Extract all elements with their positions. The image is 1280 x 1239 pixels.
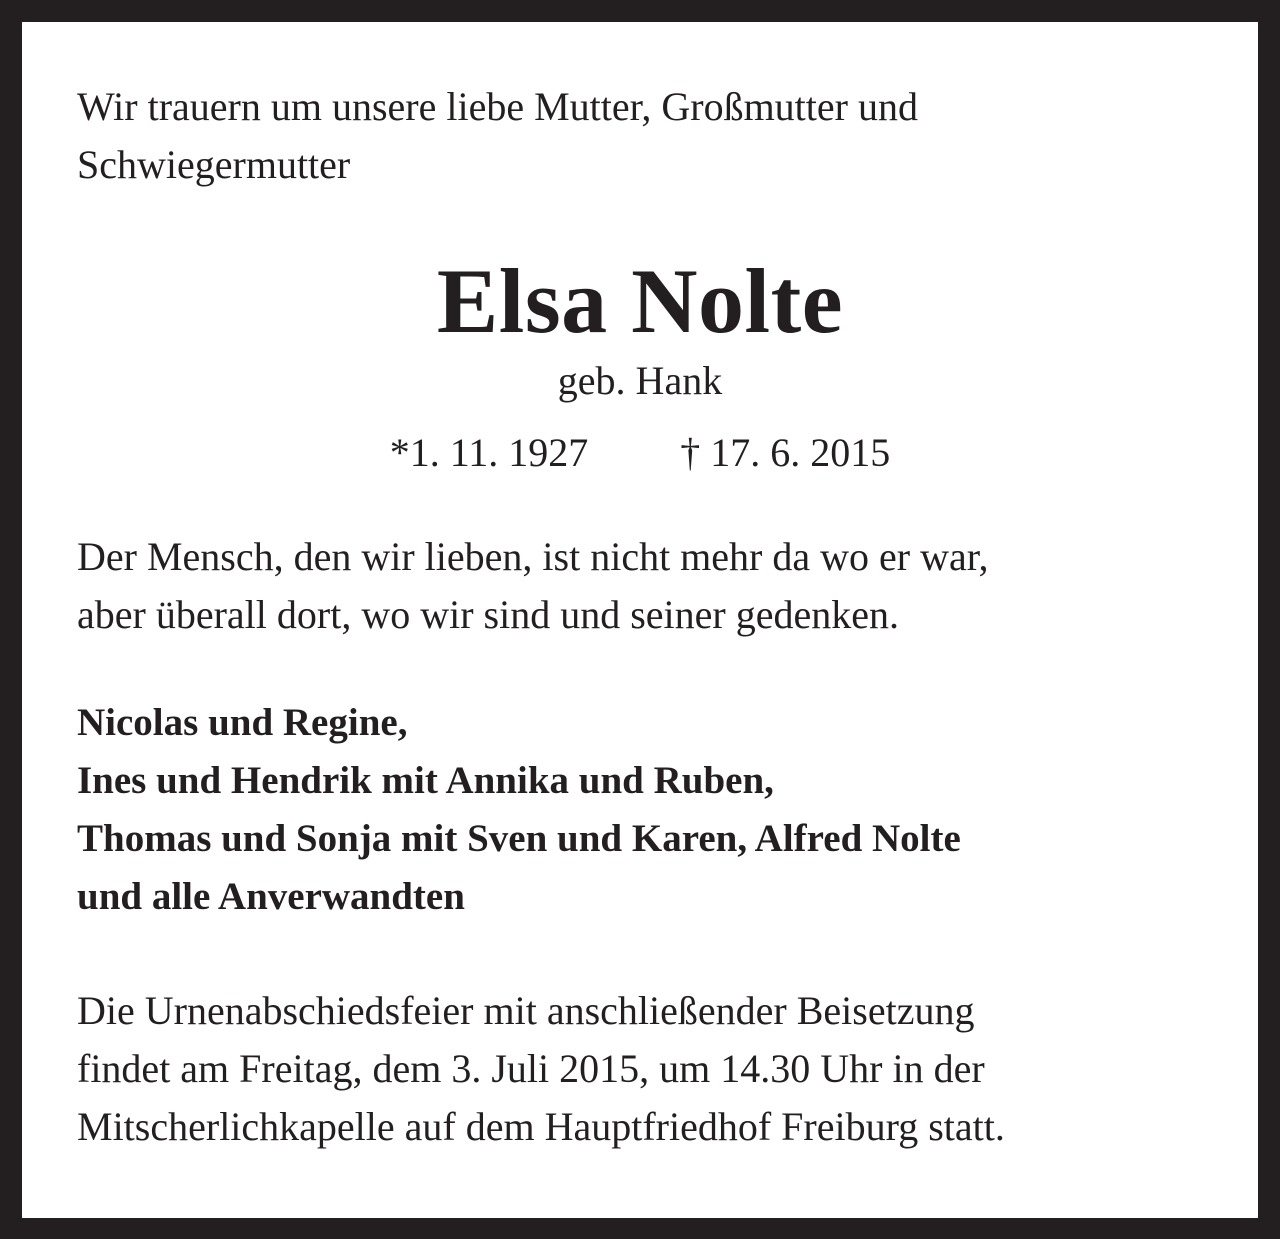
deceased-name: Elsa Nolte: [436, 250, 844, 352]
mourners-line: Nicolas und Regine,: [77, 701, 408, 744]
death-date: † 17. 6. 2015: [680, 430, 891, 475]
memorial-quote: [77, 528, 1227, 644]
birth-date: *1. 11. 1927: [389, 430, 589, 475]
intro-text: [77, 78, 1177, 194]
maiden-name: geb. Hank: [557, 358, 723, 403]
ceremony-details: [77, 982, 1227, 1156]
ceremony-line: Die Urnenabschiedsfeier mit anschließender Beisetzung: [77, 988, 975, 1033]
mourners-line: Thomas und Sonja mit Sven und Karen, Alfred Nolte: [77, 817, 961, 860]
intro-line: Schwiegermutter: [77, 142, 351, 187]
mourners-list: [77, 694, 1227, 926]
life-dates: [22, 428, 1258, 478]
quote-line: aber überall dort, wo wir sind und seiner gedenken.: [77, 592, 899, 637]
ceremony-line: findet am Freitag, dem 3. Juli 2015, um 14.30 Uhr in der: [77, 1046, 985, 1091]
mourners-line: und alle Anverwandten: [77, 875, 465, 918]
ceremony-line: Mitscherlichkapelle auf dem Hauptfriedhof Freiburg statt.: [77, 1104, 1005, 1149]
intro-line: Wir trauern um unsere liebe Mutter, Großmutter und: [77, 84, 918, 129]
mourners-line: Ines und Hendrik mit Annika und Ruben,: [77, 759, 774, 802]
quote-line: Der Mensch, den wir lieben, ist nicht mehr da wo er war,: [77, 534, 989, 579]
obituary-notice: [22, 22, 1258, 1218]
